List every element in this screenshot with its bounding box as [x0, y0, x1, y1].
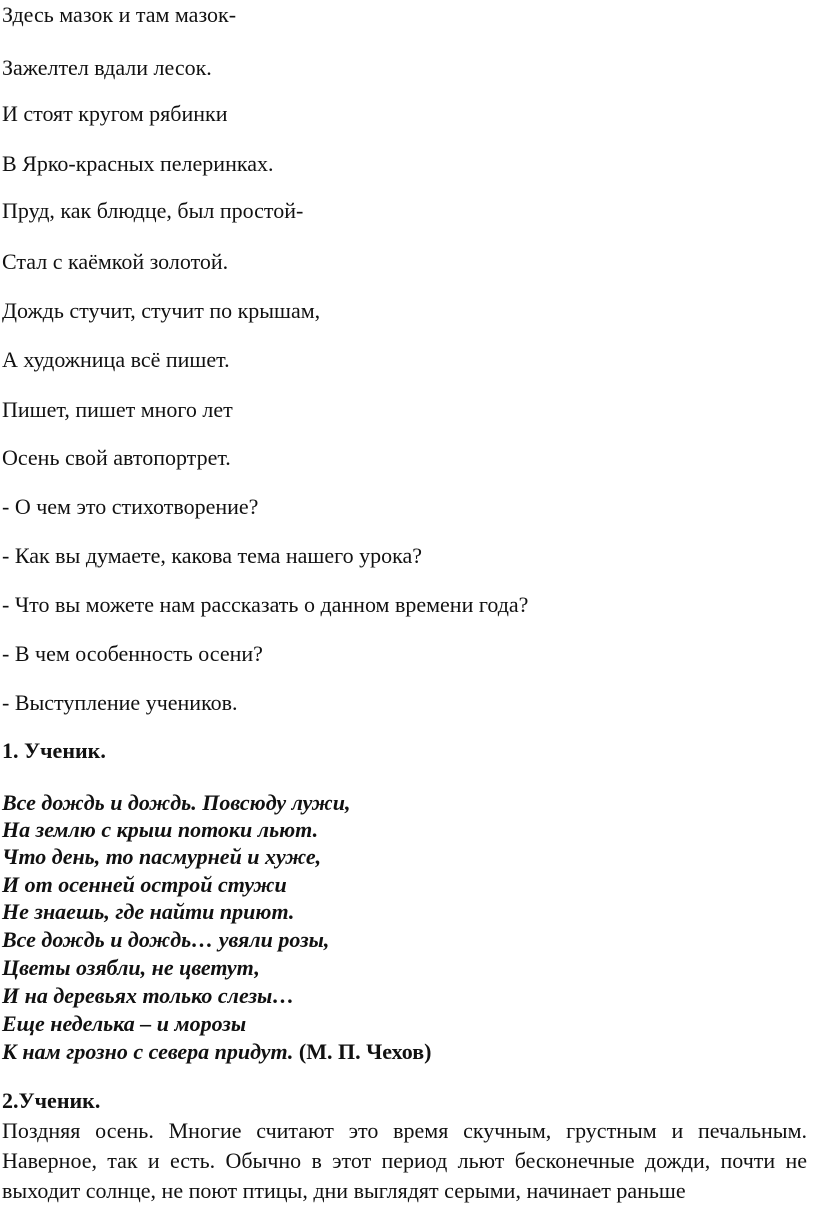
- poem-line: Здесь мазок и там мазок-: [2, 2, 237, 27]
- poem-line: В Ярко-красных пелеринках.: [2, 151, 274, 176]
- student1-poem-line: И на деревьях только слезы…: [2, 983, 295, 1008]
- student1-last-line: [2, 1039, 431, 1065]
- question-line: - В чем особенность осени?: [2, 641, 263, 666]
- student1-poem-line: К нам грозно с севера придут.: [2, 1039, 294, 1064]
- student1-poem-line: И от осенней острой стужи: [2, 872, 287, 897]
- student1-poem-line: Все дождь и дождь. Повсюду лужи,: [2, 790, 351, 815]
- poem-line: И стоят кругом рябинки: [2, 101, 228, 126]
- student1-poem-line: Еще неделька – и морозы: [2, 1011, 247, 1036]
- student2-paragraph: Поздняя осень. Многие считают это время скучным, грустным и печальным. Наверное, так и есть. Обычно в этот период льют бесконечные дожди, почти не выходит солнце, не поют птицы, дни выглядят серыми, начинает раньше: [2, 1118, 807, 1203]
- student1-poem-line: Цветы озябли, не цветут,: [2, 955, 260, 980]
- poem-line: Пруд, как блюдце, был простой-: [2, 198, 304, 223]
- poem-line: Пишет, пишет много лет: [2, 397, 233, 422]
- student1-heading: 1. Ученик.: [2, 738, 106, 763]
- student1-poem-line: Что день, то пасмурней и хуже,: [2, 844, 322, 869]
- student1-poem-line: На землю с крыш потоки льют.: [2, 817, 319, 842]
- question-line: - О чем это стихотворение?: [2, 494, 259, 519]
- question-line: - Выступление учеников.: [2, 690, 238, 715]
- poem-line: Зажелтел вдали лесок.: [2, 55, 212, 80]
- question-line: - Как вы думаете, какова тема нашего урока?: [2, 543, 422, 568]
- poem-author: (М. П. Чехов): [293, 1039, 432, 1064]
- poem-line: Осень свой автопортрет.: [2, 445, 231, 470]
- student2-heading: 2.Ученик.: [2, 1088, 101, 1113]
- question-line: - Что вы можете нам рассказать о данном времени года?: [2, 592, 529, 617]
- poem-line: А художница всё пишет.: [2, 347, 230, 372]
- student1-poem-line: Все дождь и дождь… увяли розы,: [2, 927, 330, 952]
- poem-line: Дождь стучит, стучит по крышам,: [2, 298, 321, 323]
- student1-poem-line: Не знаешь, где найти приют.: [2, 899, 295, 924]
- poem-line: Стал с каёмкой золотой.: [2, 249, 229, 274]
